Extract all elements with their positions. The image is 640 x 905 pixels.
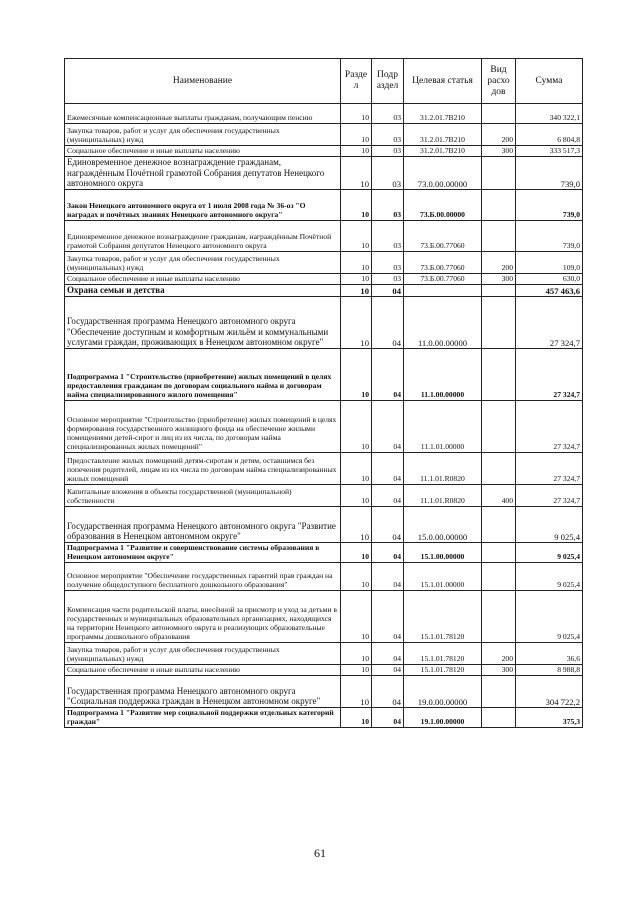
row-expense-type-cell: 300 <box>482 273 516 284</box>
row-section-cell: 10 <box>341 642 372 664</box>
row-target-cell: 15.0.00.00000 <box>404 506 482 542</box>
row-name-cell: Закупка товаров, работ и услуг для обеспечения государственных (муниципальных) нужд <box>65 124 341 146</box>
row-subsection-cell: 03 <box>372 251 404 273</box>
row-name-cell: Социальное обеспечение и иные выплаты населению <box>65 273 341 284</box>
table-row <box>65 707 583 727</box>
table-row <box>65 104 583 124</box>
row-expense-type-cell <box>482 452 516 484</box>
header-name: Наименование <box>65 59 341 104</box>
row-sum-cell: 27 324,7 <box>516 296 583 348</box>
row-subsection-cell: 04 <box>372 506 404 542</box>
row-expense-type-cell <box>482 157 516 190</box>
row-expense-type-cell: 200 <box>482 124 516 146</box>
row-name-cell: Компенсация части родительской платы, внесённой за присмотр и уход за детьми в государственных и муниципальных образовательных организациях, находящихся на территории Ненецкого автономного округа и реализующих образовательные программы дошкольного образования <box>65 590 341 642</box>
row-subsection-cell: 04 <box>372 542 404 562</box>
table-row <box>65 484 583 506</box>
row-sum-cell: 739,0 <box>516 189 583 220</box>
row-name-cell: Ежемесячные компенсационные выплаты гражданам, получающим пенсию <box>65 104 341 124</box>
table-row <box>65 189 583 220</box>
row-subsection-cell: 04 <box>372 675 404 707</box>
row-section-cell: 10 <box>341 707 372 727</box>
row-subsection-cell: 04 <box>372 562 404 590</box>
row-name-cell: Социальное обеспечение и иные выплаты населению <box>65 146 341 157</box>
row-sum-cell: 340 322,1 <box>516 104 583 124</box>
table-row <box>65 157 583 190</box>
row-expense-type-cell <box>482 284 516 296</box>
row-subsection-cell: 04 <box>372 664 404 675</box>
header-subsection: Подр аздел <box>372 59 404 104</box>
header-expense-type: Вид расхо дов <box>482 59 516 104</box>
table-row <box>65 590 583 642</box>
row-target-cell: 73.Б.00.00000 <box>404 189 482 220</box>
row-expense-type-cell <box>482 562 516 590</box>
row-expense-type-cell: 300 <box>482 664 516 675</box>
row-section-cell: 10 <box>341 146 372 157</box>
table-row <box>65 124 583 146</box>
row-section-cell: 10 <box>341 220 372 251</box>
row-name-cell: Основное мероприятие "Строительство (приобретение) жилых помещений в целях формирования государственного жилищного фонда на обеспечение жилыми помещениями детей-сирот и лиц из их числа, по договорам найма специализированных жилых помещений" <box>65 400 341 452</box>
row-subsection-cell: 03 <box>372 104 404 124</box>
row-target-cell: 73.0.00.00000 <box>404 157 482 190</box>
row-subsection-cell: 04 <box>372 590 404 642</box>
table-row <box>65 542 583 562</box>
row-target-cell: 73.Б.00.77060 <box>404 251 482 273</box>
table-row <box>65 284 583 296</box>
row-subsection-cell: 04 <box>372 296 404 348</box>
table-row <box>65 506 583 542</box>
row-name-cell: Подпрограмма 1 "Развитие мер социальной поддержки отдельных категорий граждан" <box>65 707 341 727</box>
row-expense-type-cell <box>482 707 516 727</box>
row-name-cell: Единовременное денежное вознаграждение гражданам, награждённым Почётной грамотой Собрания депутатов Ненецкого автономного округа <box>65 220 341 251</box>
row-section-cell: 10 <box>341 400 372 452</box>
header-sum: Сумма <box>516 59 583 104</box>
row-sum-cell: 9 025,4 <box>516 506 583 542</box>
row-subsection-cell: 04 <box>372 484 404 506</box>
table-row <box>65 348 583 400</box>
page-number: 61 <box>314 846 326 860</box>
row-sum-cell: 36,6 <box>516 642 583 664</box>
row-name-cell: Государственная программа Ненецкого автономного округа "Социальная поддержка граждан в Ненецком автономном округе" <box>65 675 341 707</box>
row-target-cell: 31.2.01.7В210 <box>404 124 482 146</box>
row-name-cell: Подпрограмма 1 "Развитие и совершенствование системы образования в Ненецком автономном округе" <box>65 542 341 562</box>
table-row <box>65 400 583 452</box>
row-section-cell: 10 <box>341 296 372 348</box>
table-row <box>65 452 583 484</box>
row-sum-cell: 630,0 <box>516 273 583 284</box>
row-expense-type-cell <box>482 104 516 124</box>
row-target-cell: 15.1.01.78120 <box>404 664 482 675</box>
row-name-cell: Закон Ненецкого автономного округа от 1 июля 2008 года № 36-оз "О наградах и почётных званиях Ненецкого автономного округа" <box>65 189 341 220</box>
budget-table <box>64 58 583 728</box>
row-target-cell: 15.1.01.00000 <box>404 562 482 590</box>
row-name-cell: Закупка товаров, работ и услуг для обеспечения государственных (муниципальных) нужд <box>65 251 341 273</box>
header-section: Разде л <box>341 59 372 104</box>
row-section-cell: 10 <box>341 675 372 707</box>
row-section-cell: 10 <box>341 189 372 220</box>
row-name-cell: Социальное обеспечение и иные выплаты населению <box>65 664 341 675</box>
row-section-cell: 10 <box>341 484 372 506</box>
row-section-cell: 10 <box>341 124 372 146</box>
row-section-cell: 10 <box>341 157 372 190</box>
row-subsection-cell: 03 <box>372 157 404 190</box>
row-section-cell: 10 <box>341 562 372 590</box>
row-section-cell: 10 <box>341 542 372 562</box>
row-target-cell: 19.1.00.00000 <box>404 707 482 727</box>
row-sum-cell: 739,0 <box>516 157 583 190</box>
row-expense-type-cell <box>482 220 516 251</box>
row-target-cell: 31.2.01.7В210 <box>404 146 482 157</box>
row-subsection-cell: 04 <box>372 400 404 452</box>
row-target-cell: 15.1.00.00000 <box>404 542 482 562</box>
row-target-cell: 11.1.01.00000 <box>404 400 482 452</box>
row-subsection-cell: 04 <box>372 348 404 400</box>
row-target-cell: 31.2.01.7В210 <box>404 104 482 124</box>
row-section-cell: 10 <box>341 104 372 124</box>
row-expense-type-cell: 200 <box>482 642 516 664</box>
row-sum-cell: 9 025,4 <box>516 562 583 590</box>
row-expense-type-cell: 200 <box>482 251 516 273</box>
row-target-cell: 15.1.01.78120 <box>404 590 482 642</box>
row-sum-cell: 109,0 <box>516 251 583 273</box>
row-section-cell: 10 <box>341 273 372 284</box>
row-expense-type-cell <box>482 675 516 707</box>
row-target-cell: 19.0.00.00000 <box>404 675 482 707</box>
row-expense-type-cell <box>482 590 516 642</box>
row-expense-type-cell <box>482 189 516 220</box>
row-name-cell: Государственная программа Ненецкого автономного округа "Обеспечение доступным и комфортным жильём и коммунальными услугами граждан, проживающих в Ненецком автономном округе" <box>65 296 341 348</box>
row-subsection-cell: 04 <box>372 642 404 664</box>
table-row <box>65 562 583 590</box>
row-target-cell: 11.0.00.00000 <box>404 296 482 348</box>
row-expense-type-cell <box>482 348 516 400</box>
row-section-cell: 10 <box>341 452 372 484</box>
row-target-cell <box>404 284 482 296</box>
row-subsection-cell: 03 <box>372 189 404 220</box>
row-sum-cell: 6 804,8 <box>516 124 583 146</box>
row-section-cell: 10 <box>341 590 372 642</box>
row-subsection-cell: 03 <box>372 124 404 146</box>
row-sum-cell: 304 722,2 <box>516 675 583 707</box>
table-row <box>65 220 583 251</box>
row-name-cell: Капитальные вложения в объекты государственной (муниципальной) собственности <box>65 484 341 506</box>
table-header-row <box>65 59 583 104</box>
row-sum-cell: 8 988,8 <box>516 664 583 675</box>
row-subsection-cell: 04 <box>372 284 404 296</box>
table-row <box>65 675 583 707</box>
row-sum-cell: 457 463,6 <box>516 284 583 296</box>
table-row <box>65 146 583 157</box>
table-row <box>65 664 583 675</box>
row-sum-cell: 9 025,4 <box>516 590 583 642</box>
row-target-cell: 73.Б.00.77060 <box>404 273 482 284</box>
row-section-cell: 10 <box>341 664 372 675</box>
row-target-cell: 11.1.01.R0820 <box>404 484 482 506</box>
row-target-cell: 73.Б.00.77060 <box>404 220 482 251</box>
row-subsection-cell: 04 <box>372 707 404 727</box>
row-subsection-cell: 03 <box>372 146 404 157</box>
row-name-cell: Охрана семьи и детства <box>65 284 341 296</box>
row-expense-type-cell <box>482 506 516 542</box>
row-sum-cell: 375,3 <box>516 707 583 727</box>
row-name-cell: Подпрограмма 1 "Строительство (приобретение) жилых помещений в целях предоставления гражданам по договорам социального найма и договорам найма специализированного жилого помещения" <box>65 348 341 400</box>
row-section-cell: 10 <box>341 506 372 542</box>
table-row <box>65 642 583 664</box>
row-section-cell: 10 <box>341 348 372 400</box>
row-expense-type-cell: 300 <box>482 146 516 157</box>
table-row <box>65 296 583 348</box>
row-expense-type-cell <box>482 542 516 562</box>
row-sum-cell: 27 324,7 <box>516 400 583 452</box>
row-name-cell: Единовременное денежное вознаграждение гражданам, награждённым Почётной грамотой Собрания депутатов Ненецкого автономного округа <box>65 157 341 190</box>
row-expense-type-cell <box>482 296 516 348</box>
row-subsection-cell: 03 <box>372 273 404 284</box>
row-subsection-cell: 04 <box>372 452 404 484</box>
row-target-cell: 11.1.01.R0820 <box>404 452 482 484</box>
row-expense-type-cell <box>482 400 516 452</box>
row-expense-type-cell: 400 <box>482 484 516 506</box>
row-sum-cell: 27 324,7 <box>516 452 583 484</box>
row-target-cell: 11.1.00.00000 <box>404 348 482 400</box>
row-subsection-cell: 03 <box>372 220 404 251</box>
row-target-cell: 15.1.01.78120 <box>404 642 482 664</box>
row-sum-cell: 27 324,7 <box>516 348 583 400</box>
row-section-cell: 10 <box>341 251 372 273</box>
row-name-cell: Закупка товаров, работ и услуг для обеспечения государственных (муниципальных) нужд <box>65 642 341 664</box>
row-name-cell: Основное мероприятие "Обеспечение государственных гарантий прав граждан на получение общедоступного бесплатного дошкольного образования" <box>65 562 341 590</box>
row-section-cell: 10 <box>341 284 372 296</box>
row-sum-cell: 739,0 <box>516 220 583 251</box>
row-name-cell: Предоставление жилых помещений детям-сиротам и детям, оставшимся без попечения родителей, лицам из их числа по договорам найма специализированных жилых помещений <box>65 452 341 484</box>
row-sum-cell: 9 025,4 <box>516 542 583 562</box>
row-name-cell: Государственная программа Ненецкого автономного округа "Развитие образования в Ненецком автономном округе" <box>65 506 341 542</box>
table-row <box>65 251 583 273</box>
row-sum-cell: 27 324,7 <box>516 484 583 506</box>
table-row <box>65 273 583 284</box>
header-target: Целевая статья <box>404 59 482 104</box>
row-sum-cell: 333 517,3 <box>516 146 583 157</box>
